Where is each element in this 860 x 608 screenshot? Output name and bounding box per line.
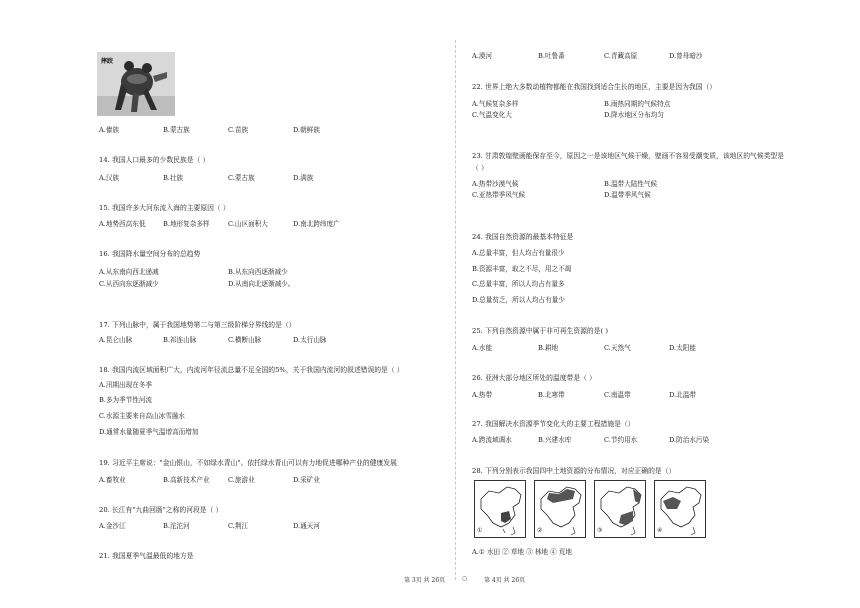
q17-option-a[interactable]: A.昆仑山脉 bbox=[99, 336, 133, 344]
q18-option-b[interactable]: B.多为季节性河流 bbox=[99, 396, 153, 404]
q24-option-a[interactable]: A.总量丰富，但人均占有量很少 bbox=[472, 249, 565, 257]
q26-option-a[interactable]: A.热带 bbox=[472, 391, 493, 399]
q17-option-d[interactable]: D.太行山脉 bbox=[293, 336, 327, 344]
q13-option-d[interactable]: D.朝鲜族 bbox=[293, 126, 320, 134]
china-map-2 bbox=[534, 480, 586, 538]
q20-option-a[interactable]: A.金沙江 bbox=[99, 522, 126, 530]
q23-option-a[interactable]: A.热带沙漠气候 bbox=[472, 180, 519, 188]
q23-option-c[interactable]: C.亚热带季风气候 bbox=[472, 191, 526, 199]
q22-option-c[interactable]: C.气温变化大 bbox=[472, 111, 512, 119]
question-22: 22. 世界上绝大多数动植物都能在我国找到适合生长的地区，主要是因为我国（） bbox=[472, 83, 717, 91]
q17-option-b[interactable]: B.祁连山脉 bbox=[163, 336, 197, 344]
q27-option-c[interactable]: C.节约用水 bbox=[604, 436, 638, 444]
q20-option-c[interactable]: C.荆江 bbox=[228, 522, 249, 530]
q19-option-b[interactable]: B.高新技术产业 bbox=[163, 476, 210, 484]
q25-option-b[interactable]: B.耕地 bbox=[538, 344, 559, 352]
q22-option-b[interactable]: B.雨热同期的气候特点 bbox=[604, 100, 671, 108]
q21-option-a[interactable]: A.漠河 bbox=[472, 52, 493, 60]
q20-option-d[interactable]: D.通天河 bbox=[293, 522, 320, 530]
question-16: 16. 我国降水量空间分布的总趋势 bbox=[99, 250, 201, 258]
question-25: 25. 下列自然资源中属于非可再生资源的是( ) bbox=[472, 327, 608, 335]
q25-option-c[interactable]: C.天然气 bbox=[604, 344, 631, 352]
q16-option-a[interactable]: A.从东南向西北递减 bbox=[99, 268, 159, 276]
q17-option-c[interactable]: C.横断山脉 bbox=[228, 336, 262, 344]
question-20: 20. 长江有"九曲回肠"之称的河段是（ ） bbox=[99, 506, 223, 514]
question-14: 14. 我国人口最多的少数民族是（ ） bbox=[99, 156, 210, 164]
q18-option-a[interactable]: A.汛期出现在冬季 bbox=[99, 381, 153, 389]
q16-option-c[interactable]: C.从西向东逐渐减少 bbox=[99, 280, 159, 288]
question-23: 23. 甘肃敦煌壁画能保存至今，原因之一是该地区气候干燥，壁画不容易受潮变质，该地区的气候类型是 bbox=[472, 152, 785, 160]
q27-option-b[interactable]: B.兴建水库 bbox=[538, 436, 572, 444]
q24-option-d[interactable]: D.总量贫乏，所以人均占有量少 bbox=[472, 296, 565, 304]
photo-caption: 摔跤 bbox=[101, 58, 114, 65]
question-17: 17. 下列山脉中，属于我国地势第二与第三级阶梯分界线的是（） bbox=[99, 321, 296, 329]
q13-option-b[interactable]: B.蒙古族 bbox=[163, 126, 190, 134]
q27-option-a[interactable]: A.跨流域调水 bbox=[472, 436, 512, 444]
page-number-left: 第 3页 共 26页 bbox=[404, 577, 446, 584]
q14-option-a[interactable]: A.汉族 bbox=[99, 174, 120, 182]
q19-option-a[interactable]: A.畜牧业 bbox=[99, 476, 126, 484]
map-label-4: ④ bbox=[657, 527, 663, 534]
china-map-3 bbox=[594, 480, 646, 538]
q23-option-b[interactable]: B.温带大陆性气候 bbox=[604, 180, 658, 188]
q15-option-b[interactable]: B.地形复杂多样 bbox=[163, 220, 210, 228]
q21-option-d[interactable]: D.曾母暗沙 bbox=[669, 52, 703, 60]
q26-option-d[interactable]: D.北温带 bbox=[669, 391, 696, 399]
china-map-1 bbox=[474, 480, 526, 538]
q14-option-d[interactable]: D.满族 bbox=[293, 174, 314, 182]
q22-option-a[interactable]: A.气候复杂多样 bbox=[472, 100, 519, 108]
q20-option-b[interactable]: B.沱沱河 bbox=[163, 522, 190, 530]
q19-option-c[interactable]: C.旅游业 bbox=[228, 476, 255, 484]
q18-option-d[interactable]: D.通常水量随夏季气温增高而增加 bbox=[99, 428, 199, 436]
question-23-paren: （ ） bbox=[472, 164, 488, 172]
q18-option-c[interactable]: C.水源主要来自高山冰雪融水 bbox=[99, 412, 186, 420]
q16-option-d[interactable]: D.从南向北逐渐减少。 bbox=[228, 280, 295, 288]
question-21: 21. 我国夏季气温最低的地方是 bbox=[99, 552, 194, 560]
q21-option-c[interactable]: C.青藏高原 bbox=[604, 52, 638, 60]
q28-option-a[interactable]: A.① 水田 ② 草地 ③ 林地 ④ 荒地 bbox=[472, 548, 572, 556]
q15-option-a[interactable]: A.地势西高东低 bbox=[99, 220, 146, 228]
q14-option-c[interactable]: C.蒙古族 bbox=[228, 174, 255, 182]
question-26: 26. 亚洲大部分地区所处的温度带是（ ） bbox=[472, 374, 596, 382]
q24-option-c[interactable]: C.总量丰富，所以人均占有量多 bbox=[472, 280, 565, 288]
q16-option-b[interactable]: B.从东向西逐渐减少 bbox=[228, 268, 288, 276]
q25-option-a[interactable]: A.水能 bbox=[472, 344, 493, 352]
map-label-3: ③ bbox=[597, 527, 603, 534]
q15-option-d[interactable]: D.南北跨纬度广 bbox=[293, 220, 340, 228]
china-map-4 bbox=[654, 480, 706, 538]
q24-option-b[interactable]: B.资源丰富，取之不尽，用之不竭 bbox=[472, 265, 572, 273]
q19-option-d[interactable]: D.采矿业 bbox=[293, 476, 320, 484]
question-18: 18. 我国内流区域面积广大，内流河年径流总量不足全国的5%，关于我国内流河的叙述错误的是（ ） bbox=[99, 366, 404, 374]
q14-option-b[interactable]: B.壮族 bbox=[163, 174, 184, 182]
question-15: 15. 我国许多大河东流入海的主要原因（ ） bbox=[99, 204, 230, 212]
page-separator: ○ bbox=[462, 575, 468, 582]
q26-option-b[interactable]: B.北寒带 bbox=[538, 391, 565, 399]
question-27: 27. 我国解决水资源季节变化大的主要工程措施是（） bbox=[472, 420, 635, 428]
wrestling-photo bbox=[97, 52, 175, 116]
page-number-right: 第 4页 共 26页 bbox=[484, 577, 526, 584]
map-label-1: ① bbox=[477, 527, 483, 534]
q15-option-c[interactable]: C.山区面积大 bbox=[228, 220, 268, 228]
question-24: 24. 我国自然资源的最基本特征是 bbox=[472, 233, 574, 241]
q13-option-c[interactable]: C.苗族 bbox=[228, 126, 249, 134]
q26-option-c[interactable]: C.南温带 bbox=[604, 391, 631, 399]
q22-option-d[interactable]: D.降水地区分布均匀 bbox=[604, 111, 664, 119]
q21-option-b[interactable]: B.吐鲁番 bbox=[538, 52, 565, 60]
question-19: 19. 习近平主席说："金山银山，不如绿水青山"。依托绿水青山可以有力地促进哪种产业的健康发展 bbox=[99, 459, 397, 467]
question-28: 28. 下列分别表示我国四中土地资源的分布情况，对应正确的是（） bbox=[472, 467, 676, 475]
q23-option-d[interactable]: D.温带季风气候 bbox=[604, 191, 651, 199]
q27-option-d[interactable]: D.防治水污染 bbox=[669, 436, 710, 444]
q25-option-d[interactable]: D.太阳能 bbox=[669, 344, 696, 352]
q13-option-a[interactable]: A.傣族 bbox=[99, 126, 120, 134]
map-label-2: ② bbox=[537, 527, 543, 534]
